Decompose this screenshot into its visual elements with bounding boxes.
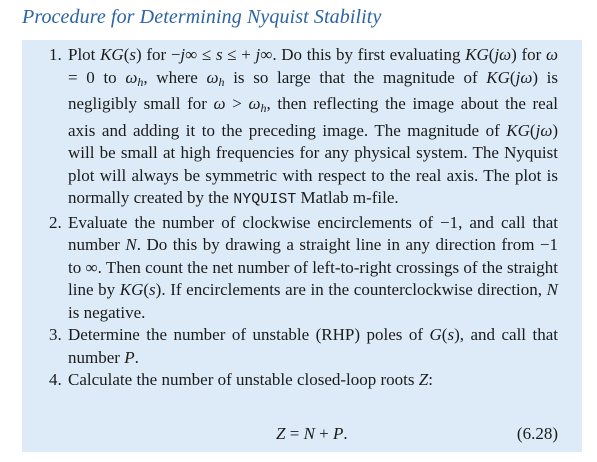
math-symbol: KG	[486, 67, 510, 87]
math-symbol: KG	[465, 45, 489, 64]
step-number: 1.	[49, 45, 62, 64]
step-text: Calculate the number of unstable closed-loop roots Z:	[68, 370, 433, 389]
math-subscript: h	[260, 101, 267, 115]
math-subscript: h	[137, 74, 144, 89]
math-symbol: ω	[248, 94, 261, 113]
step-text: Determine the number of unstable (RHP) poles of G(s), and call that number P.	[68, 325, 558, 367]
procedure-panel	[22, 40, 582, 452]
math-symbol: s	[149, 280, 156, 299]
equation-6-28	[22, 424, 582, 448]
math-symbol: KG	[100, 45, 124, 64]
step-text: Evaluate the number of clockwise encirclements of −1, and call that number N. Do this by drawing a straight line in any direction from −1 to ∞. Then count the net number of left-to-right crossings of the straight line by KG(s). If encirclements are in the counterclockwise direction, N is negative.	[68, 212, 558, 322]
step-number: 3.	[49, 325, 62, 344]
math-symbol: s	[215, 45, 223, 64]
step-text: Plot KG(s) for −j∞ ≤ s ≤ + j∞. Do this by first evaluating KG(jω) for ω = 0 to $\omega_h$, where $\omega_h$ is so large that the magnitude of KG(jω) is negligibly small for $\omega > \omega_h$, then reflecting the image about the real axis and adding it to the preceding image. The magnitude of KG(jω) will be small at high frequencies for any physical system. The Nyquist plot will always be symmetric with respect to the real axis. The plot is normally created by the NYQUIST Matlab m-file.	[68, 45, 559, 208]
procedure-steps	[22, 44, 582, 392]
math-symbol: s	[447, 325, 455, 344]
math-symbol: P	[333, 424, 344, 443]
math-symbol: KG	[506, 120, 530, 140]
math-symbol: jω	[535, 120, 553, 140]
equation-body: Z = N + P.	[276, 424, 348, 443]
math-symbol: jω	[494, 45, 512, 64]
math-symbol: j	[255, 45, 261, 64]
math-symbol: ω	[125, 67, 138, 87]
math-symbol: KG	[119, 280, 144, 299]
math-symbol: Z	[276, 424, 286, 443]
math-symbol: N	[546, 280, 558, 299]
step-3	[22, 324, 582, 369]
step-1	[22, 44, 582, 212]
code-term: NYQUIST	[233, 191, 297, 208]
math-symbol: Z	[418, 370, 429, 389]
math-symbol: G	[429, 325, 442, 344]
math-symbol: N	[125, 235, 137, 254]
math-symbol: j	[180, 45, 186, 64]
math-symbol: ω	[546, 45, 559, 64]
math-symbol: ω	[206, 67, 219, 87]
step-number: 2.	[49, 212, 62, 232]
math-symbol: s	[129, 45, 136, 64]
math-symbol: ω	[213, 94, 226, 113]
math-symbol: jω	[515, 67, 533, 87]
step-4	[22, 369, 582, 392]
math-symbol: P	[124, 347, 135, 367]
procedure-title: Procedure for Determining Nyquist Stability	[22, 6, 382, 28]
step-number: 4.	[49, 370, 62, 389]
equation-number: (6.28)	[516, 424, 558, 443]
step-2	[22, 212, 582, 325]
math-subscript: h	[218, 74, 225, 89]
math-symbol: N	[303, 424, 315, 443]
